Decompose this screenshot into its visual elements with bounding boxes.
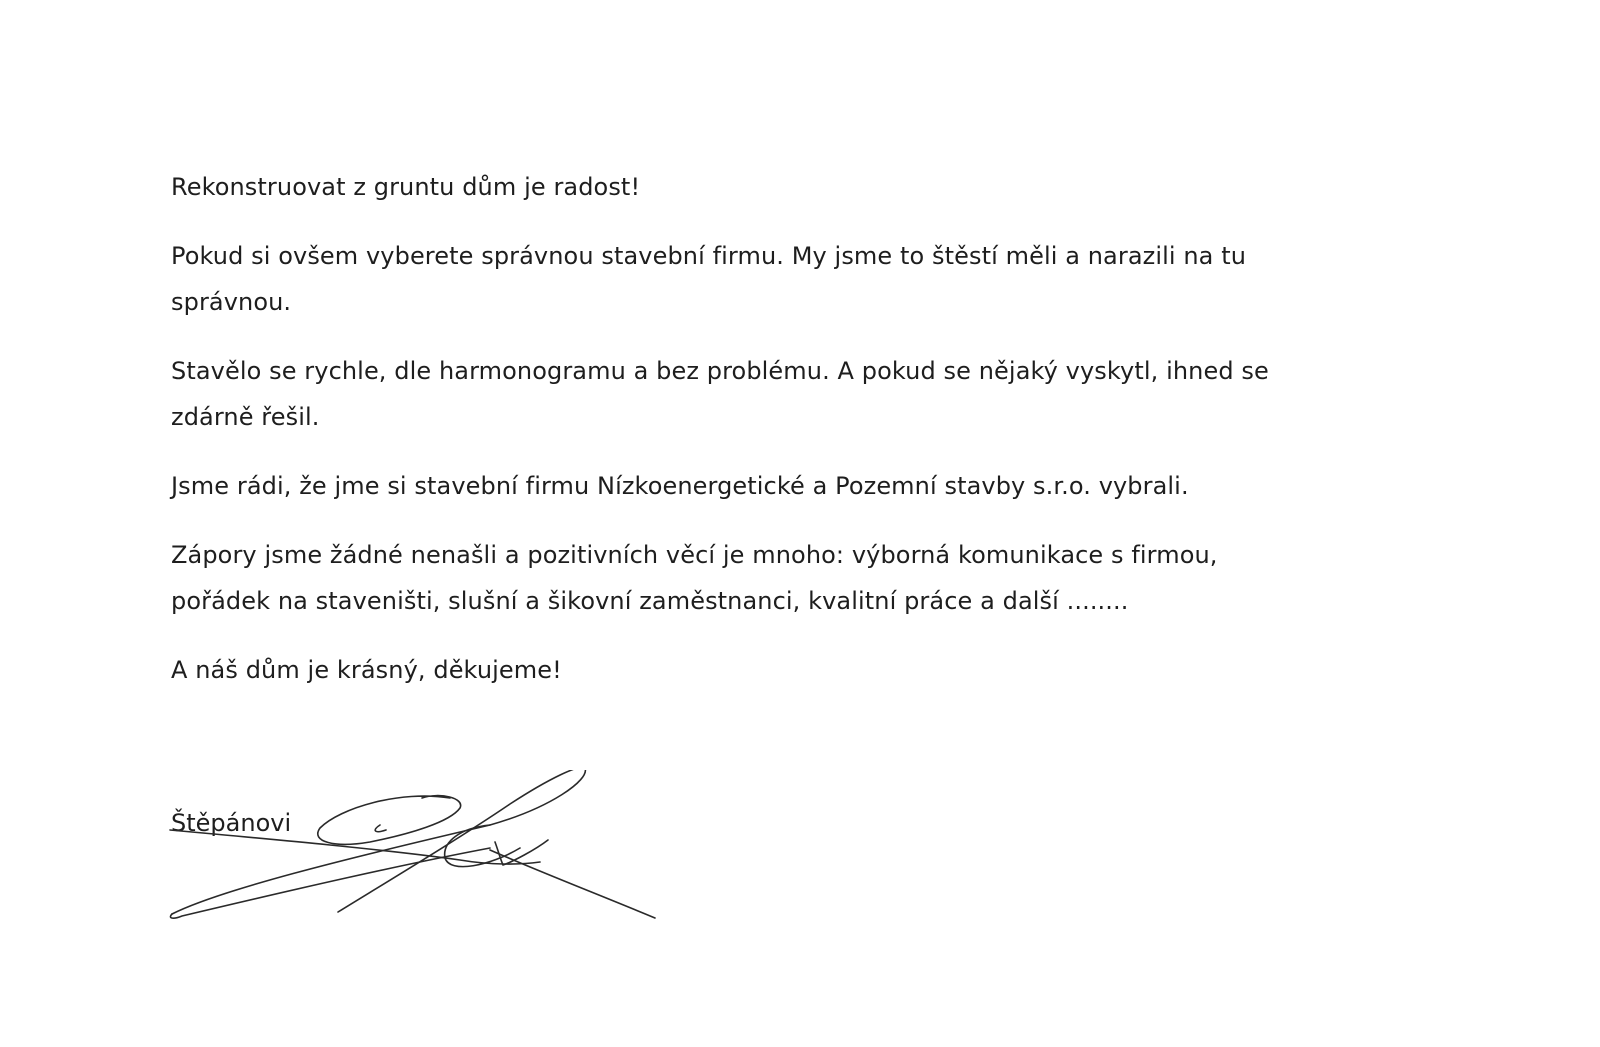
paragraph-line: pořádek na staveništi, slušní a šikovní zaměstnanci, kvalitní práce a další ........ <box>171 587 1129 615</box>
paragraph-2 <box>171 233 1411 325</box>
paragraph-5 <box>171 532 1411 624</box>
paragraph-4 <box>171 463 1411 509</box>
signoff-name: Štěpánovi <box>171 809 292 837</box>
paragraph-line: Stavělo se rychle, dle harmonogramu a bez problému. A pokud se nějaký vyskytl, ihned se <box>171 357 1269 385</box>
paragraph-3 <box>171 348 1411 440</box>
paragraph-line: Zápory jsme žádné nenašli a pozitivních věcí je mnoho: výborná komunikace s firmou, <box>171 541 1218 569</box>
paragraph-1 <box>171 164 1411 210</box>
letter-body <box>171 164 1411 716</box>
paragraph-line: Rekonstruovat z gruntu dům je radost! <box>171 173 641 201</box>
paragraph-line: A náš dům je krásný, děkujeme! <box>171 656 562 684</box>
paragraph-6 <box>171 647 1411 693</box>
paragraph-line: zdárně řešil. <box>171 403 320 431</box>
paragraph-line: správnou. <box>171 288 292 316</box>
signature-icon <box>160 770 680 950</box>
paragraph-line: Jsme rádi, že jme si stavební firmu Nízkoenergetické a Pozemní stavby s.r.o. vybrali. <box>171 472 1189 500</box>
paragraph-line: Pokud si ovšem vyberete správnou stavební firmu. My jsme to štěstí měli a narazili na tu <box>171 242 1247 270</box>
